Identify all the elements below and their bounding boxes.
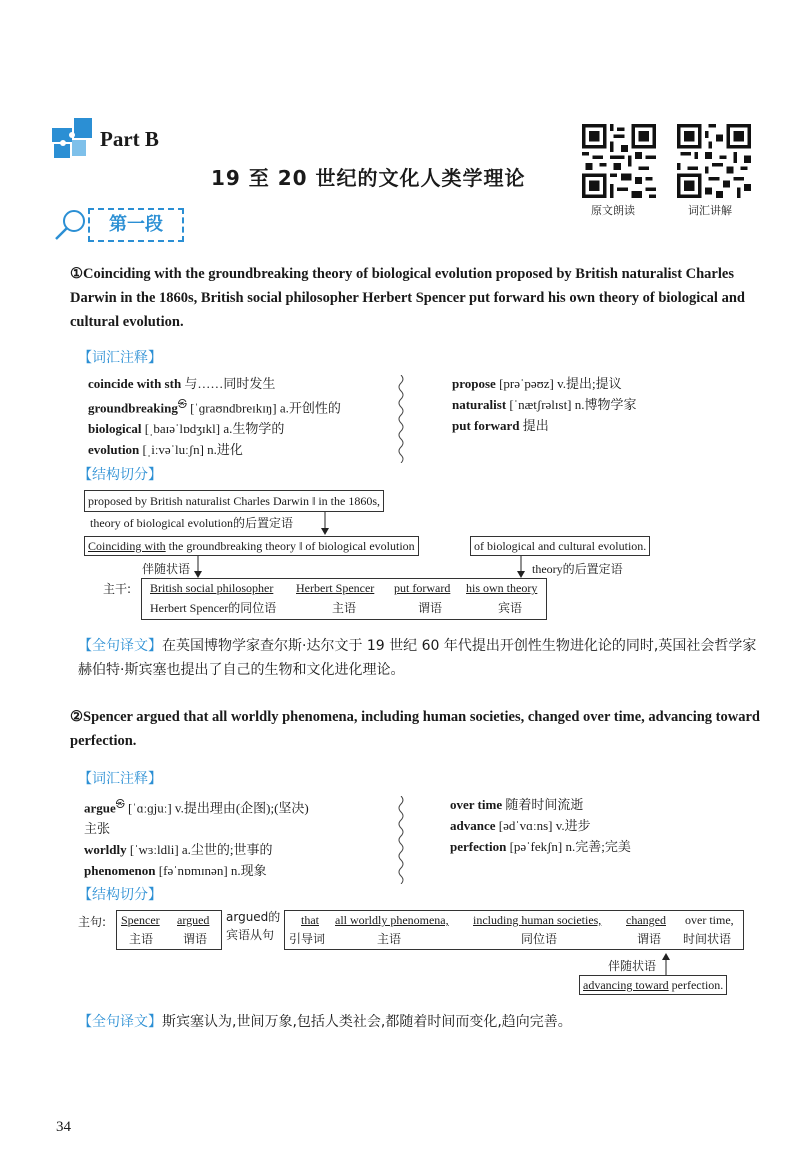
page-title: 19 至 20 世纪的文化人类学理论 — [211, 166, 526, 190]
main-clause-label-2: 主句: — [78, 915, 107, 929]
clause-part: changed — [626, 913, 666, 927]
diagram-box-top: proposed by British naturalist Charles Darwin ‖ in the 1860s, — [84, 490, 384, 512]
main-role: Herbert Spencer的同位语 — [150, 601, 277, 615]
sentence-2-text: Spencer argued that all worldly phenomena, including human societies, changed over time, advancing toward perfection. — [70, 709, 760, 749]
clause-part: including human societies, — [473, 913, 602, 927]
part-heading: Part B — [100, 127, 159, 151]
label-adverbial: 伴随状语 — [142, 562, 191, 576]
main-part: his own theory — [466, 581, 538, 595]
paragraph-label: 第一段 — [88, 208, 184, 242]
clause-role: 谓语 — [637, 932, 662, 946]
vocab-item: evolution [ˌiːvəˈluːʃn] n.进化 — [88, 442, 243, 458]
translation-1: 【全句译文】在英国博物学家查尔斯·达尔文于 19 世纪 60 年代提出开创性生物进化论的同时,英国社会哲学家赫伯特·斯宾塞也提出了自己的生物和文化进化理论。 — [78, 638, 757, 678]
vocab-list-right-2 — [450, 794, 631, 857]
vocab-item: phenomenon [fəˈnɒmɪnən] n.现象 — [84, 863, 267, 879]
sentence-1-text: Coinciding with the groundbreaking theory of biological evolution proposed by British naturalist Charles Darwin in the 1860s, British social philosopher Herbert Spencer put forward his own theory of biological and cultural evolution. — [70, 266, 745, 330]
clause-part: all worldly phenomena, — [335, 913, 449, 927]
label-theory-postmodifier: theory的后置定语 — [532, 562, 623, 576]
sentence-2-marker: ② — [70, 709, 83, 725]
sentence-2 — [70, 705, 760, 753]
vocab-item: naturalist [ˈnætʃrəlɪst] n.博物学家 — [452, 397, 637, 412]
translation-2: 【全句译文】斯宾塞认为,世间万象,包括人类社会,都随着时间而变化,趋向完善。 — [78, 1014, 572, 1030]
clause-part: that — [301, 913, 319, 927]
vocab-item: groundbreaking㉿ [ˈɡraʊndbreɪkɪŋ] a.开创性的 — [88, 399, 341, 416]
object-clause-label: argued的 宾语从句 — [226, 910, 281, 942]
clause-part: Spencer — [121, 913, 160, 927]
vocab-item: propose [prəˈpəʊz] v.提出;提议 — [452, 376, 622, 391]
vocab-item: over time 随着时间流逝 — [450, 797, 584, 812]
clause-part: over time, — [685, 913, 734, 927]
vocab-item: coincide with sth 与……同时发生 — [88, 376, 276, 391]
vocab-item: biological [ˌbaɪəˈlɒdʒɪkl] a.生物学的 — [88, 421, 285, 437]
main-role: 主语 — [332, 601, 357, 615]
clause-role: 谓语 — [183, 932, 208, 946]
diagram-box-mid: Coinciding with the groundbreaking theory ‖ of biological evolution — [84, 536, 419, 556]
clause-part: argued — [177, 913, 210, 927]
main-role: 谓语 — [418, 601, 443, 615]
main-part: British social philosopher — [150, 581, 274, 595]
qr-caption-vocab: 词汇讲解 — [688, 204, 732, 217]
vocab-item: 主张 — [84, 821, 111, 837]
page-number: 34 — [56, 1119, 71, 1135]
qr-caption-reading: 原文朗读 — [591, 204, 635, 217]
clause-role: 主语 — [377, 932, 402, 946]
vocab-heading-1: 【词汇注释】 — [78, 350, 162, 366]
main-part: put forward — [394, 581, 451, 595]
vocab-item: worldly [ˈwɜːldli] a.尘世的;世事的 — [84, 842, 273, 858]
clause-role: 主语 — [129, 932, 154, 946]
vocab-heading-2: 【词汇注释】 — [78, 771, 162, 787]
main-clause-box — [141, 578, 547, 620]
diagram-box-mid-right: of biological and cultural evolution. — [470, 536, 650, 556]
vocab-item: perfection [pəˈfekʃn] n.完善;完美 — [450, 839, 631, 854]
vocab-item: advance [ədˈvɑːns] v.进步 — [450, 818, 591, 833]
object-clause-box — [284, 910, 744, 950]
label-adverbial-2: 伴随状语 — [608, 959, 657, 973]
sentence-1-marker: ① — [70, 266, 83, 282]
main-clause-box-2 — [116, 910, 222, 950]
vocab-list-left-2 — [84, 794, 309, 881]
main-role: 宾语 — [498, 601, 523, 615]
label-postmodifier: theory of biological evolution的后置定语 — [90, 516, 293, 530]
diagram-box-bottom: advancing toward perfection. — [579, 975, 727, 995]
structure-heading-1: 【结构切分】 — [78, 467, 162, 483]
clause-role: 引导词 — [289, 932, 326, 946]
main-part: Herbert Spencer — [296, 581, 375, 595]
vocab-item: put forward 提出 — [452, 418, 549, 433]
main-clause-label: 主干: — [103, 582, 132, 596]
clause-role: 时间状语 — [683, 932, 732, 946]
divider-squiggle — [396, 796, 406, 884]
structure-heading-2: 【结构切分】 — [78, 887, 162, 903]
clause-role: 同位语 — [521, 932, 558, 946]
vocab-item: argue㉿ [ˈɑːɡjuː] v.提出理由(企图);(坚决) — [84, 799, 309, 816]
